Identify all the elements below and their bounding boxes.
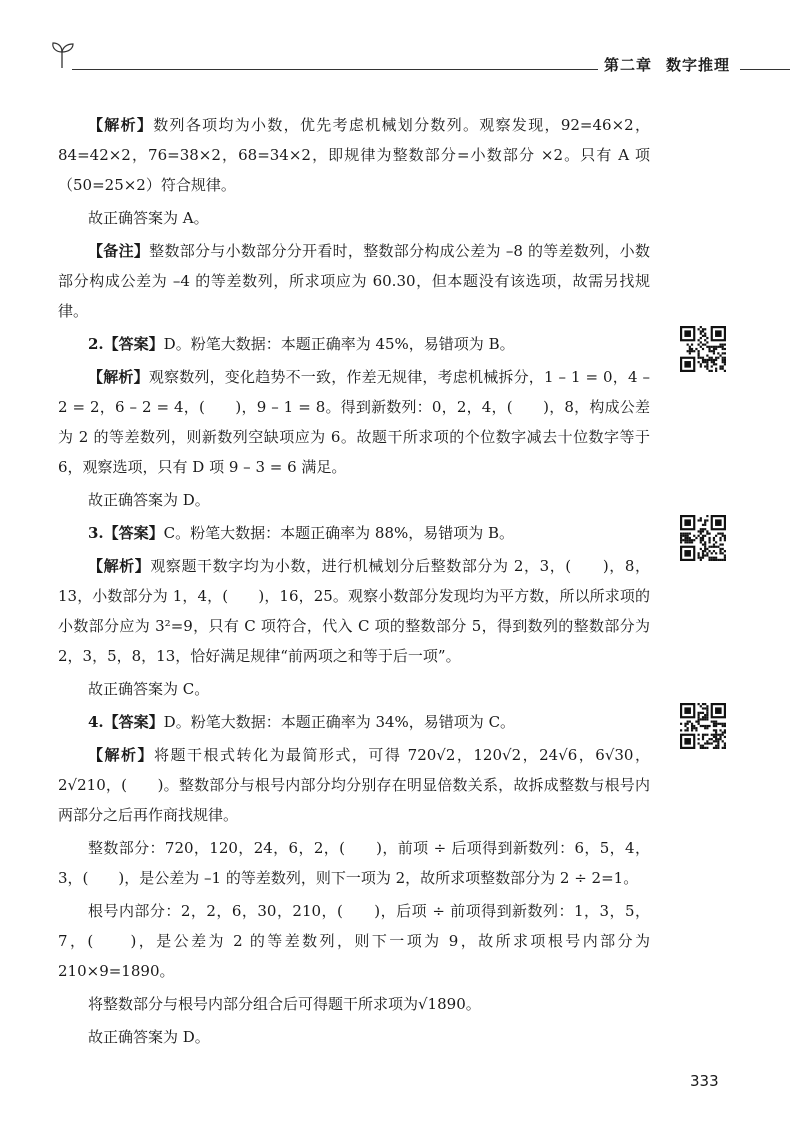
paragraph-label: 【备注】 [88, 242, 150, 260]
paragraph-text: 数列各项均为小数，优先考虑机械划分数列。观察发现，92=46×2，84=42×2，76=38×2，68=34×2，即规律为整数部分=小数部分 ×2。只有 A 项（50=25×2）符合规律。 [58, 116, 650, 194]
paragraph-text: 整数部分：720，120，24，6，2，( )，前项 ÷ 后项得到新数列：6，5，4，3，( )，是公差为 –1 的等差数列，则下一项为 2，故所求项整数部分为 2 ÷ 2=1。 [58, 839, 650, 887]
paragraph-text: 观察数列，变化趋势不一致，作差无规律，考虑机械拆分，1 – 1 = 0，4 – 2 = 2，6 – 2 = 4，( )，9 – 1 = 8。得到新数列：0，2，4，( )，8，构成公差为 2 的等差数列，则新数列空缺项应为 6。故题干所求项的个位数字减去十位数字等于 6，观察选项，只有 D 项 9 – 3 = 6 满足。 [58, 368, 650, 476]
paragraph [58, 110, 650, 200]
paragraph [58, 896, 650, 986]
sprout-icon [50, 40, 76, 70]
paragraph-label: 【解析】 [88, 368, 149, 386]
paragraph-label: 4.【答案】 [88, 713, 164, 731]
header-rule-right [740, 69, 790, 70]
header-rule [72, 69, 632, 70]
page-number: 333 [690, 1072, 719, 1090]
paragraph-text: 故正确答案为 A。 [88, 209, 209, 227]
paragraph [58, 989, 650, 1019]
paragraph-label: 3.【答案】 [88, 524, 164, 542]
paragraph-label: 【解析】 [88, 557, 151, 575]
page-header [50, 40, 790, 80]
chapter-heading [598, 54, 736, 75]
paragraph-text: D。粉笔大数据：本题正确率为 34%，易错项为 C。 [163, 713, 516, 731]
paragraph [58, 833, 650, 893]
paragraph [58, 518, 650, 548]
chapter-title: 数字推理 [666, 56, 731, 74]
paragraph-text: D。粉笔大数据：本题正确率为 45%，易错项为 B。 [163, 335, 515, 353]
qr-code-icon[interactable] [680, 515, 726, 561]
paragraph [58, 329, 650, 359]
paragraph [58, 707, 650, 737]
paragraph-text: 整数部分与小数部分分开看时，整数部分构成公差为 –8 的等差数列，小数部分构成公差为 –4 的等差数列，所求项应为 60.30，但本题没有该选项，故需另找规律。 [58, 242, 650, 320]
page-body [58, 110, 650, 1052]
paragraph-text: 将题干根式转化为最简形式，可得 720√2，120√2，24√6，6√30，2√210，( )。整数部分与根号内部分均分别存在明显倍数关系，故拆成整数与根号内两部分之后再作商找规律。 [58, 746, 650, 824]
paragraph-text: 根号内部分：2，2，6，30，210，( )，后项 ÷ 前项得到新数列：1，3，5，7，( )，是公差为 2 的等差数列，则下一项为 9，故所求项根号内部分为 210×9=1890。 [58, 902, 650, 980]
paragraph [58, 362, 650, 482]
paragraph-text: 观察题干数字均为小数，进行机械划分后整数部分为 2，3，( )，8，13，小数部分为 1，4，( )，16，25。观察小数部分发现均为平方数，所以所求项的小数部分应为 3²=9，只有 C 项符合，代入 C 项的整数部分 5，得到数列的整数部分为 2，3，5，8，13，恰好满足规律“前两项之和等于后一项”。 [58, 557, 650, 665]
paragraph-text: 将整数部分与根号内部分组合后可得题干所求项为√1890。 [88, 995, 481, 1013]
qr-code-icon[interactable] [680, 703, 726, 749]
chapter-number: 第二章 [604, 56, 653, 74]
paragraph-label: 【解析】 [88, 746, 154, 764]
paragraph [58, 674, 650, 704]
paragraph [58, 1022, 650, 1052]
paragraph [58, 203, 650, 233]
paragraph [58, 740, 650, 830]
paragraph [58, 485, 650, 515]
paragraph [58, 236, 650, 326]
paragraph [58, 551, 650, 671]
paragraph-label: 2.【答案】 [88, 335, 164, 353]
qr-code-icon[interactable] [680, 326, 726, 372]
paragraph-text: 故正确答案为 D。 [88, 1028, 210, 1046]
paragraph-text: C。粉笔大数据：本题正确率为 88%，易错项为 B。 [163, 524, 515, 542]
paragraph-text: 故正确答案为 C。 [88, 680, 210, 698]
paragraph-label: 【解析】 [88, 116, 154, 134]
paragraph-text: 故正确答案为 D。 [88, 491, 210, 509]
